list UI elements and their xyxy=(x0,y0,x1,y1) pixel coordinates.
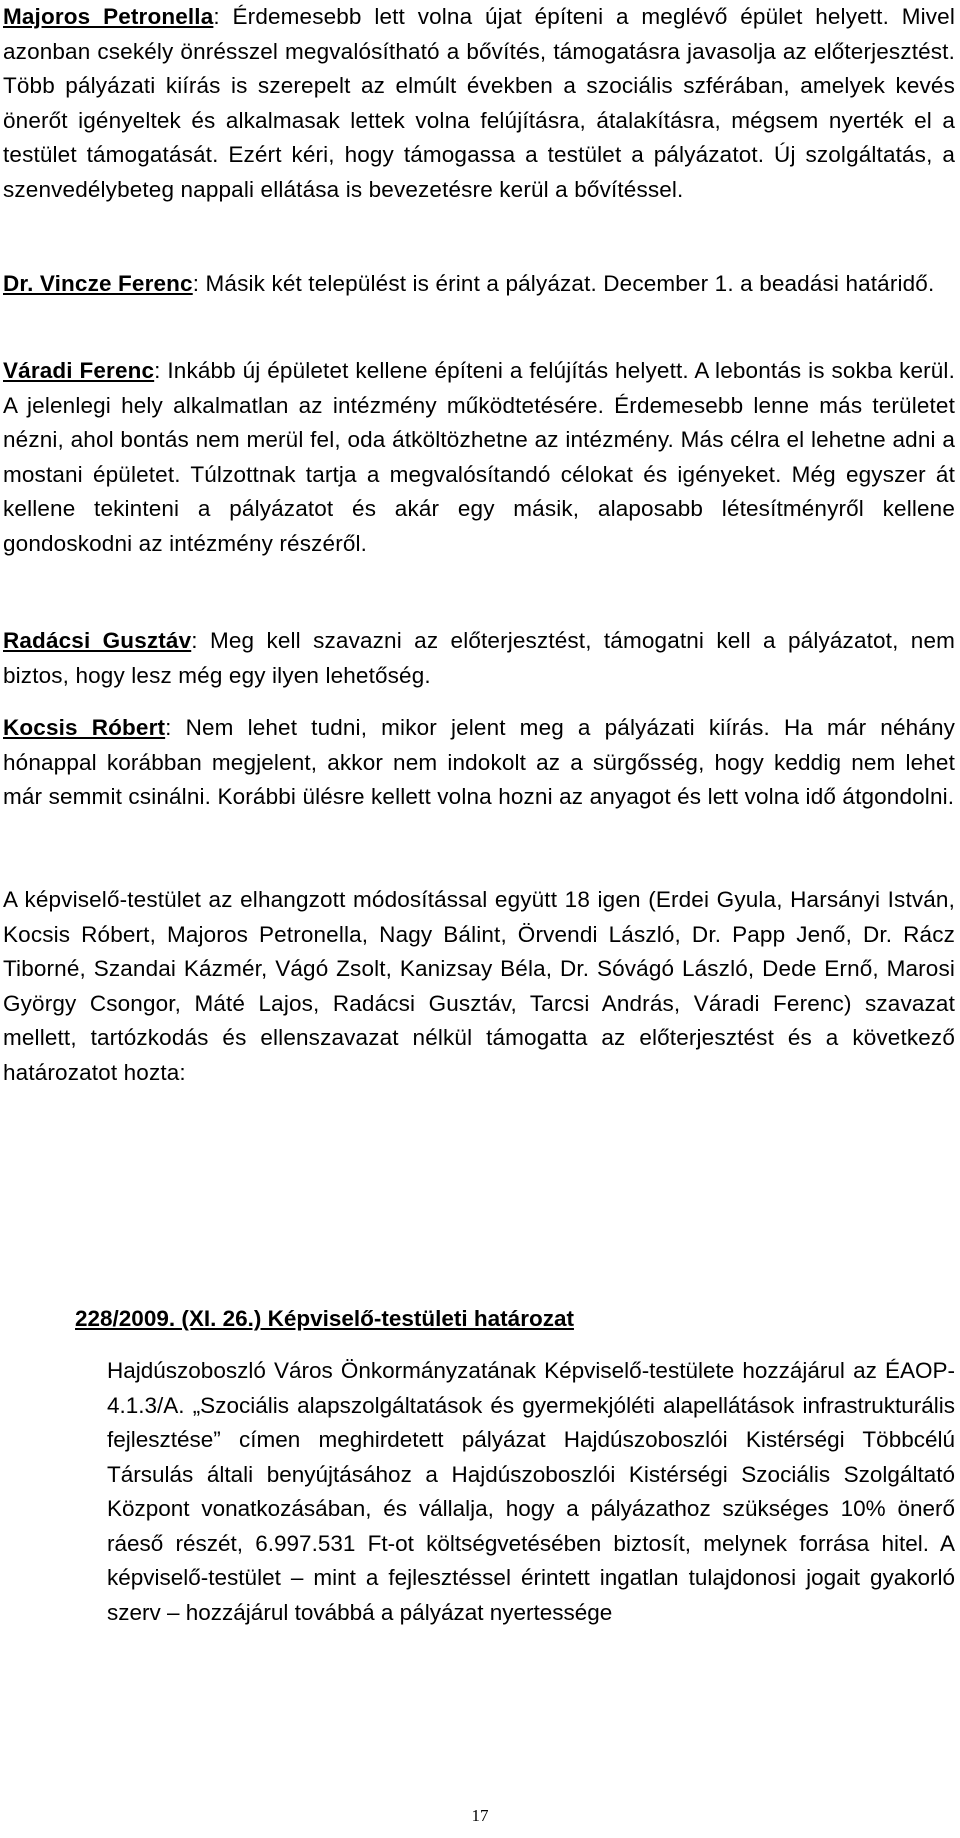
speaker-name: Váradi Ferenc xyxy=(3,358,155,383)
speaker-name: Majoros Petronella xyxy=(3,4,214,29)
vote-paragraph: A képviselő-testület az elhangzott módosítással együtt 18 igen (Erdei Gyula, Harsányi István, Kocsis Róbert, Majoros Petronella, Nagy Bálint, Örvendi László, Dr. Papp Jenő, Dr. Rácz Tiborné, Szandai Kázmér, Vágó Zsolt, Kanizsay Béla, Dr. Sóvágó László, Dede Ernő, Marosi György Csongor, Máté Lajos, Radácsi Gusztáv, Tarcsi András, Váradi Ferenc) szavazat mellett, tartózkodás és ellenszavazat nélkül támogatta az előterjesztést és a következő határozatot hozta: xyxy=(3,887,955,1085)
paragraph-radacsi xyxy=(3,624,955,693)
speaker-name: Radácsi Gusztáv xyxy=(3,628,192,653)
page-number: 17 xyxy=(471,1806,489,1825)
paragraph-text: : Másik két települést is érint a pályázat. December 1. a beadási határidő. xyxy=(192,271,935,296)
speaker-name: Dr. Vincze Ferenc xyxy=(3,271,193,296)
paragraph-text: : Nem lehet tudni, mikor jelent meg a pályázati kiírás. Ha már néhány hónappal korábban megjelent, akkor nem indokolt az a sürgősség, hogy keddig nem lehet már semmit csinálni. Korábbi ülésre kellett volna hozni az anyagot és lett volna idő átgondolni. xyxy=(3,715,956,809)
paragraph-text: : Meg kell szavazni az előterjesztést, támogatni kell a pályázatot, nem biztos, hogy lesz még egy ilyen lehetőség. xyxy=(3,628,956,688)
speaker-name: Kocsis Róbert xyxy=(3,715,166,740)
paragraph-majoros xyxy=(3,0,955,207)
paragraph-vincze xyxy=(3,267,955,302)
paragraph-text: : Inkább új épületet kellene építeni a felújítás helyett. A lebontás is sokba kerül. A jelenlegi hely alkalmatlan az intézmény működtetésére. Érdemesebb lenne más területet nézni, ahol bontás nem merül fel, oda átköltözhetne az intézmény. Más célra el lehetne adni a mostani épületet. Túlzottnak tartja a megvalósítandó célokat és igényeket. Még egyszer át kellene tekinteni a pályázatot és akár egy másik, alaposabb létesítményről kellene gondoskodni az intézmény részéről. xyxy=(3,358,955,556)
paragraph-varadi xyxy=(3,354,955,561)
paragraph-text: : Érdemesebb lett volna újat építeni a meglévő épület helyett. Mivel azonban csekély önrésszel megvalósítható a bővítés, támogatásra javasolja az előterjesztést. Több pályázati kiírás is szerepelt az elmúlt években a szociális szférában, amelyek kevés önerőt igényeltek és alkalmasak lettek volna felújításra, átalakításra, mégsem nyerték el a testület támogatását. Ezért kéri, hogy támogassa a testület a pályázatot. Új szolgáltatás, a szenvedélybeteg nappali ellátása is bevezetésre kerül a bővítéssel. xyxy=(3,4,955,202)
resolution-title: 228/2009. (XI. 26.) Képviselő-testületi határozat xyxy=(75,1306,574,1331)
resolution-text: Hajdúszoboszló Város Önkormányzatának Képviselő-testülete hozzájárul az ÉAOP-4.1.3/A. „Szociális alapszolgáltatások és gyermekjóléti alapellátások infrastrukturális fejlesztése” címen meghirdetett pályázat Hajdúszoboszlói Kistérségi Többcélú Társulás általi benyújtásához a Hajdúszoboszlói Kistérségi Szociális Szolgáltató Központ vonatkozásában, és vállalja, hogy a pályázathoz szükséges 10% önerő ráeső részét, 6.997.531 Ft-ot költségvetésében biztosít, melynek forrása hitel. A képviselő-testület – mint a fejlesztéssel érintett ingatlan tulajdonosi jogait gyakorló szerv – hozzájárul továbbá a pályázat nyertessége xyxy=(107,1358,955,1625)
paragraph-kocsis xyxy=(3,711,955,815)
